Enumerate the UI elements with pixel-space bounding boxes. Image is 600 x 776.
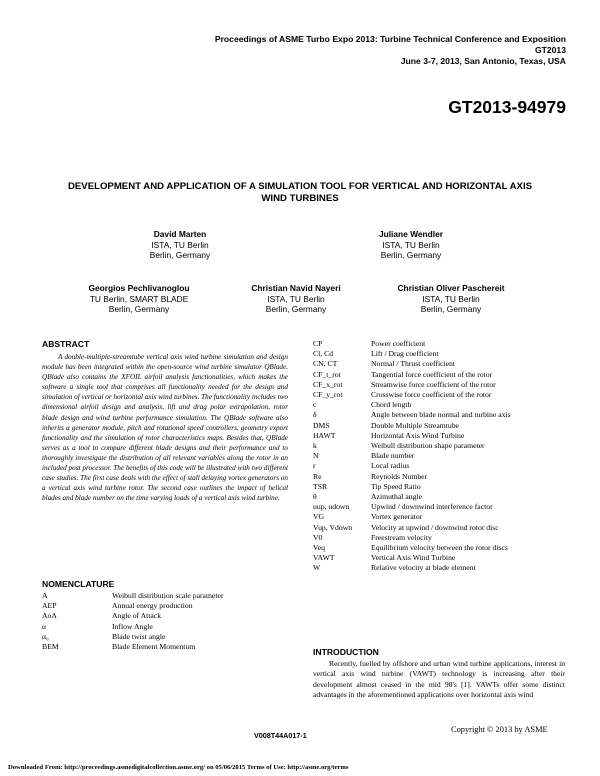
nomenclature-description: Inflow Angle: [112, 621, 153, 631]
nomenclature-row: [313, 512, 571, 522]
nomenclature-symbol: V0: [313, 532, 323, 542]
nomenclature-row: [313, 400, 571, 410]
nomenclature-description: Crosswise force coefficient of the rotor: [371, 390, 492, 400]
nomenclature-description: Local radius: [371, 461, 410, 471]
download-notice: Downloaded From: http://proceedings.asmedigitalcollection.asme.org/ on 05/06/2015 Terms of Use: http://asme.org/terms: [8, 764, 349, 771]
nomenclature-table-left: [42, 591, 282, 652]
copyright-notice: Copyright © 2013 by ASME: [451, 725, 548, 734]
nomenclature-description: Lift / Drag coefficient: [371, 349, 439, 359]
author-location: Berlin, Germany: [108, 304, 170, 315]
nomenclature-description: Blade Element Momentum: [112, 642, 196, 652]
nomenclature-description: Weibull distribution scale parameter: [112, 591, 224, 600]
nomenclature-row: [313, 431, 571, 441]
nomenclature-symbol: VG: [313, 512, 325, 522]
nomenclature-description: Vortex generator: [371, 512, 423, 522]
nomenclature-row: [313, 543, 571, 553]
nomenclature-table-right: [313, 339, 571, 574]
nomenclature-heading: NOMENCLATURE: [42, 579, 115, 589]
author-name: Georgios Pechlivanoglou: [88, 283, 190, 293]
nomenclature-symbol: AoA: [42, 611, 57, 621]
nomenclature-description: Power coefficient: [371, 339, 426, 348]
nomenclature-description: Relative velocity at blade element: [371, 563, 476, 573]
author-affiliation: TU Berlin, SMART BLADE: [89, 293, 189, 304]
nomenclature-symbol: uup, udown: [313, 502, 350, 512]
author-block: [100, 229, 260, 261]
author-block: [59, 283, 219, 315]
author-affiliation: ISTA, TU Berlin: [151, 239, 209, 250]
nomenclature-description: Azimuthal angle: [371, 492, 423, 502]
author-location: Berlin, Germany: [380, 250, 442, 261]
nomenclature-row: [313, 370, 571, 380]
nomenclature-description: Annual energy production: [112, 601, 193, 611]
author-location: Berlin, Germany: [265, 304, 327, 315]
nomenclature-description: Reynolds Number: [371, 471, 428, 481]
nomenclature-row: [313, 492, 571, 502]
nomenclature-row: [42, 632, 282, 642]
nomenclature-symbol: r: [313, 461, 316, 471]
author-name: Juliane Wendler: [378, 229, 444, 239]
nomenclature-description: Blade number: [371, 451, 415, 461]
nomenclature-row: [313, 390, 571, 400]
nomenclature-symbol: CN, CT: [313, 359, 338, 369]
conference-title: Proceedings of ASME Turbo Expo 2013: Turbine Technical Conference and Exposition: [214, 34, 566, 44]
nomenclature-description: Velocity at upwind / downwind rotor disc: [371, 522, 499, 532]
nomenclature-symbol: A: [42, 591, 48, 600]
author-affiliation: ISTA, TU Berlin: [422, 293, 480, 304]
abstract-heading: ABSTRACT: [42, 339, 90, 349]
author-location: Berlin, Germany: [420, 304, 482, 315]
author-name: Christian Oliver Paschereit: [397, 283, 505, 293]
nomenclature-row: [42, 642, 282, 652]
author-block: [216, 283, 376, 315]
nomenclature-row: [42, 601, 282, 611]
nomenclature-symbol: δ: [313, 410, 317, 420]
nomenclature-symbol: DMS: [313, 420, 330, 430]
nomenclature-row: [313, 533, 571, 543]
nomenclature-row: [313, 349, 571, 359]
nomenclature-description: Horizontal Axis Wind Turbine: [371, 430, 465, 440]
nomenclature-row: [313, 502, 571, 512]
nomenclature-row: [313, 563, 571, 573]
nomenclature-description: Weibull distribution shape parameter: [371, 441, 485, 451]
abstract-text: A double-multiple-streamtube vertical axis wind turbine simulation and design module has been integrated within the open-source wind turbine simulator QBlade. QBlade also contains the XFOIL airfoil analysis functionalities, which makes the software a single tool that comprises all functionality needed for the design and simulation of vertical or horizontal axis wind turbines. The functionality includes two dimensional airfoil design and analysis, lift and drag polar extrapolation, rotor blade design and wind turbine performance simulation. The QBlade software also inherits a generator module, pitch and rotational speed controllers, geometry export functionality and the simulation of rotor characteristics maps. Besides that, QBlade serves as a tool to compare different blade designs and their performance and to thoroughly investigate the distribution of all relevant variables along the rotor in an included post processor. The benefits of this code will be illustrated with two different case studies. The first case deals with the effect of stall delaying vortex generators on a vertical axis wind turbine rotor. The second case outlines the impact of helical blades and blade number on the time varying loads of a vertical axis wind turbine.: [42, 353, 288, 503]
nomenclature-row: [313, 380, 571, 390]
nomenclature-symbol: Vup, Vdown: [313, 522, 353, 532]
nomenclature-description: Tangential force coefficient of the rotor: [371, 369, 493, 379]
author-affiliation: ISTA, TU Berlin: [267, 293, 325, 304]
nomenclature-row: [42, 622, 282, 632]
paper-title: DEVELOPMENT AND APPLICATION OF A SIMULATION TOOL FOR VERTICAL AND HORIZONTAL AXIS WIND TURBINES: [67, 181, 533, 205]
nomenclature-row: [313, 523, 571, 533]
author-location: Berlin, Germany: [149, 250, 211, 261]
nomenclature-description: Angle between blade normal and turbine axis: [371, 410, 511, 420]
nomenclature-symbol: Veq: [313, 543, 325, 553]
nomenclature-row: [313, 441, 571, 451]
nomenclature-row: [313, 472, 571, 482]
nomenclature-symbol: TSR: [313, 481, 328, 491]
nomenclature-row: [42, 611, 282, 621]
nomenclature-symbol: CF_t_rot: [313, 369, 341, 379]
nomenclature-description: Tip Speed Ratio: [371, 481, 421, 491]
nomenclature-symbol: CF_x_rot: [313, 379, 343, 389]
nomenclature-symbol: α₀: [42, 631, 49, 641]
nomenclature-symbol: Cl, Cd: [313, 349, 334, 359]
author-block: [331, 229, 491, 261]
author-affiliation: ISTA, TU Berlin: [382, 239, 440, 250]
nomenclature-row: [313, 410, 571, 420]
nomenclature-row: [313, 482, 571, 492]
nomenclature-row: [42, 591, 282, 601]
nomenclature-symbol: BEM: [42, 642, 59, 652]
nomenclature-symbol: CF_y_rot: [313, 390, 343, 400]
nomenclature-description: Normal / Thrust coefficient: [371, 359, 456, 369]
nomenclature-row: [313, 461, 571, 471]
nomenclature-symbol: N: [313, 451, 319, 461]
page-footer-code: V008T44A017-1: [254, 731, 307, 740]
nomenclature-description: Double Multiple Streamtube: [371, 420, 459, 430]
author-block: [371, 283, 531, 315]
nomenclature-symbol: HAWT: [313, 430, 336, 440]
nomenclature-description: Vertical Axis Wind Turbine: [371, 553, 456, 563]
nomenclature-symbol: k: [313, 441, 317, 451]
nomenclature-symbol: c: [313, 400, 317, 410]
nomenclature-symbol: W: [313, 563, 321, 573]
nomenclature-symbol: α: [42, 621, 47, 631]
nomenclature-row: [313, 421, 571, 431]
nomenclature-description: Blade twist angle: [112, 631, 166, 641]
nomenclature-description: Equilibrium velocity between the rotor discs: [371, 543, 508, 553]
paper-id: GT2013-94979: [448, 97, 566, 117]
nomenclature-row: [313, 359, 571, 369]
nomenclature-symbol: AEP: [42, 601, 57, 611]
nomenclature-description: Freestream velocity: [371, 532, 432, 542]
author-name: David Marten: [153, 229, 207, 239]
nomenclature-symbol: Re: [313, 471, 322, 481]
nomenclature-row: [313, 339, 571, 349]
nomenclature-description: Upwind / downwind interference factor: [371, 502, 493, 512]
author-name: Christian Navid Nayeri: [251, 283, 341, 293]
conference-code: GT2013: [534, 45, 566, 55]
nomenclature-description: Streamwise force coefficient of the rotor: [371, 379, 496, 389]
introduction-heading: INTRODUCTION: [313, 647, 379, 657]
conference-date-location: June 3-7, 2013, San Antonio, Texas, USA: [400, 56, 566, 66]
nomenclature-symbol: CP: [313, 339, 323, 348]
nomenclature-row: [313, 451, 571, 461]
introduction-text: Recently, fuelled by offshore and urban wind turbine applications, interest in vertical axis wind turbine (VAWT) technology is increasing after their development almost ceased in the mid 90's [1]. VAWTs offer some distinct advantages in the aforementioned applications over horizontal axis wind: [313, 659, 565, 699]
nomenclature-description: Chord length: [371, 400, 412, 410]
nomenclature-row: [313, 553, 571, 563]
nomenclature-symbol: θ: [313, 492, 317, 502]
nomenclature-description: Angle of Attack: [112, 611, 162, 621]
nomenclature-symbol: VAWT: [313, 553, 335, 563]
